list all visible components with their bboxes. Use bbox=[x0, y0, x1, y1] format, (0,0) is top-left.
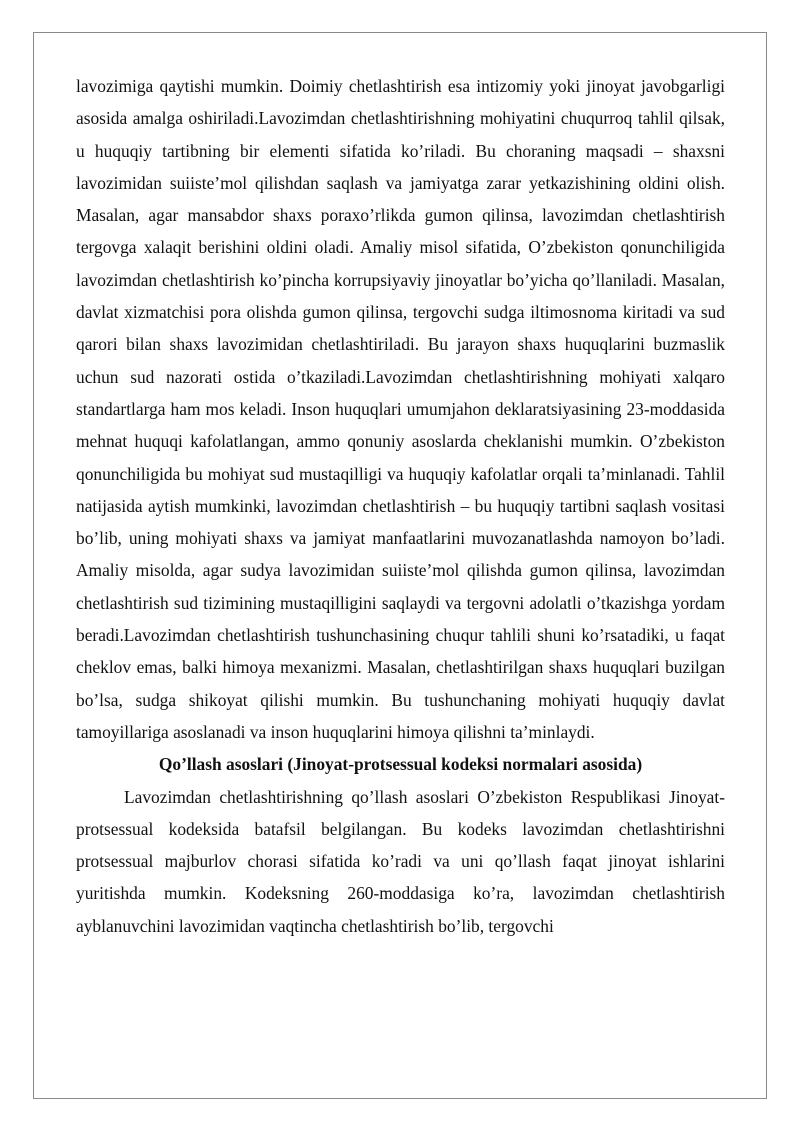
body-paragraph: lavozimiga qaytishi mumkin. Doimiy chetlashtirish esa intizomiy yoki jinoyat javobgarligi asosida amalga oshiriladi.Lavozimdan chetlashtirishning mohiyatini chuqurroq tahlil qilsak, u huquqiy tartibning bir elementi sifatida ko’riladi. Bu choraning maqsadi – shaxsni lavozimidan suiiste’mol qilishdan saqlash va jamiyatga zarar yetkazishining oldini olish. Masalan, agar mansabdor shaxs poraxo’rlikda gumon qilinsa, lavozimdan chetlashtirish tergovga xalaqit berishini oldini oladi. Amaliy misol sifatida, O’zbekiston qonunchiligida lavozimdan chetlashtirish ko’pincha korrupsiyaviy jinoyatlar bo’yicha qo’llaniladi. Masalan, davlat xizmatchisi pora olishda gumon qilinsa, tergovchi sudga iltimosnoma kiritadi va sud qarori bilan shaxs lavozimidan chetlashtiriladi. Bu jarayon shaxs huquqlarini buzmaslik uchun sud nazorati ostida o’tkaziladi.Lavozimdan chetlashtirishning mohiyati xalqaro standartlarga ham mos keladi. Inson huquqlari umumjahon deklaratsiyasining 23-moddasida mehnat huquqi kafolatlangan, ammo qonuniy asoslarda cheklanishi mumkin. O’zbekiston qonunchiligida bu mohiyat sud mustaqilligi va huquqiy kafolatlar orqali ta’minlanadi. Tahlil natijasida aytish mumkinki, lavozimdan chetlashtirish – bu huquqiy tartibni saqlash vositasi bo’lib, uning mohiyati shaxs va jamiyat manfaatlarini muvozanatlashda namoyon bo’ladi. Amaliy misolda, agar sudya lavozimidan suiiste’mol qilishda gumon qilinsa, lavozimdan chetlashtirish sud tizimining mustaqilligini saqlaydi va tergovni adolatli o’tkazishga yordam beradi.Lavozimdan chetlashtirish tushunchasining chuqur tahlili shuni ko’rsatadiki, u faqat cheklov emas, balki himoya mexanizmi. Masalan, chetlashtirilgan shaxs huquqlari buzilgan bo’lsa, sudga shikoyat qilishi mumkin. Bu tushunchaning mohiyati huquqiy davlat tamoyillariga asoslanadi va inson huquqlarini himoya qilishni ta’minlaydi. bbox=[76, 76, 725, 742]
section-heading: Qo’llash asoslari (Jinoyat-protsessual kodeksi normalari asosida) bbox=[158, 754, 643, 775]
document-body bbox=[76, 70, 725, 942]
body-paragraph: Lavozimdan chetlashtirishning qo’llash asoslari O’zbekiston Respublikasi Jinoyat-protsessual kodeksida batafsil belgilangan. Bu kodeks lavozimdan chetlashtirishni protsessual majburlov chorasi sifatida ko’radi va uni qo’llash faqat jinoyat ishlarini yuritishda mumkin. Kodeksning 260-moddasiga ko’ra, lavozimdan chetlashtirish ayblanuvchini lavozimidan vaqtincha chetlashtirish bo’lib, tergovchi bbox=[76, 786, 725, 936]
